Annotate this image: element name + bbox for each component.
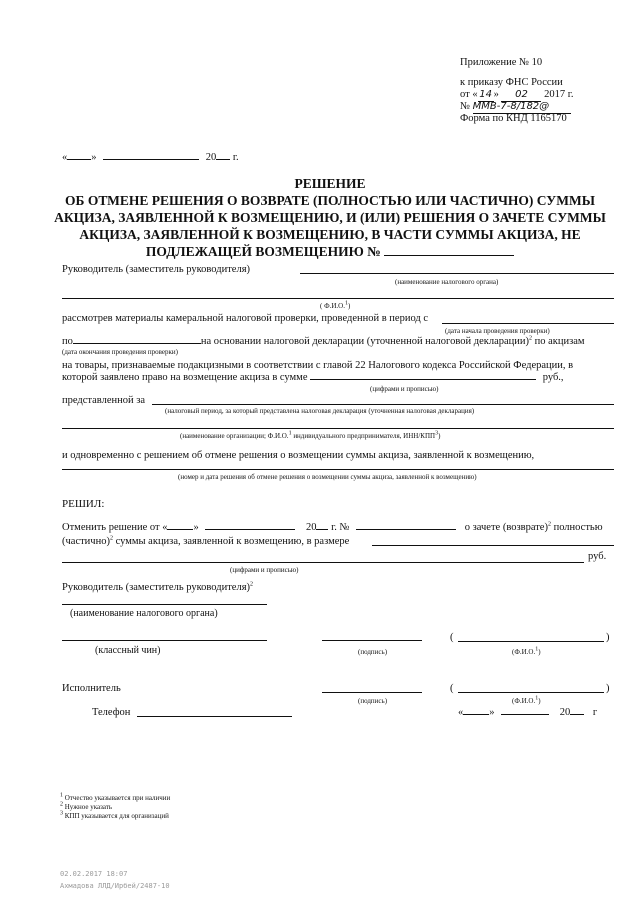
hint-amount-2: (цифрами и прописью)	[230, 566, 299, 574]
hint-decision: (номер и дата решения об отмене решения о возмещении суммы акциза, заявленной к возмещению)	[178, 473, 477, 481]
form-knd: Форма по КНД 1165170	[460, 113, 567, 124]
hint-period: (налоговый период, за который представлена налоговая декларация (уточненная налоговая декларация)	[165, 407, 475, 415]
decision-title: РЕШЕНИЕ ОБ ОТМЕНЕ РЕШЕНИЯ О ВОЗВРАТЕ (ПОЛНОСТЬЮ ИЛИ ЧАСТИЧНО) СУММЫ АКЦИЗА, ЗАЯВЛЕННОЙ К ВОЗМЕЩЕНИЮ, И (ИЛИ) РЕШЕНИЯ О ЗАЧЕТЕ СУММЫ АКЦИЗА, ЗАЯВЛЕННОЙ К ВОЗМЕЩЕНИЮ, В ЧАСТИ СУММЫ АКЦИЗА, НЕ ПОДЛЕЖАЩЕЙ ВОЗМЕЩЕНИЮ №	[54, 176, 606, 259]
simultaneous-text: и одновременно с решением об отмене решения о возмещении суммы акциза, заявленной к возмещению,	[62, 450, 535, 461]
print-stamp-date: 02.02.2017 18:07	[60, 870, 128, 878]
executor-date: « » 20 г	[458, 707, 598, 718]
presented-label: представленной за	[62, 395, 146, 406]
fio-hint-1: (Ф.И.О.$^1$)	[512, 646, 541, 656]
decided-label: РЕШИЛ:	[62, 498, 105, 510]
period-start-field[interactable]	[442, 323, 614, 324]
fio-open-2: (	[450, 683, 454, 694]
footnote-1: $^1$ Отчество указывается при наличии	[60, 792, 171, 802]
rub-label: руб.	[588, 551, 607, 562]
order-reference: к приказу ФНС России	[460, 77, 563, 88]
signature-head-label: Руководитель (заместитель руководителя)$^2$	[62, 581, 254, 593]
goods-line-1: на товары, признаваемые подакцизными в соответствии с главой 22 Налогового кодекса Российской Федерации, в	[62, 360, 574, 371]
period-end-field	[73, 343, 201, 344]
fio-close-1: )	[606, 632, 610, 643]
amount-field	[310, 379, 536, 380]
hint-amount: (цифрами и прописью)	[370, 385, 439, 393]
period-field[interactable]	[152, 404, 614, 405]
fio-hint-2: (Ф.И.О.$^1$)	[512, 695, 541, 705]
appendix-number: Приложение № 10	[460, 57, 543, 68]
hint-start-date: (дата начала проведения проверки)	[445, 327, 550, 335]
phone-label: Телефон	[92, 707, 131, 718]
order-number: № ММВ-7-8/182@	[460, 101, 571, 114]
fio-line-1[interactable]	[458, 641, 604, 642]
fio-line-2[interactable]	[458, 692, 604, 693]
partial-line: (частично)$^2$ суммы акциза, заявленной к возмещению, в размере	[62, 535, 350, 547]
signature-authority-line[interactable]	[62, 604, 267, 605]
phone-field[interactable]	[137, 716, 292, 717]
fio-open-1: (	[450, 632, 454, 643]
refund-amount-field-1[interactable]	[372, 545, 614, 546]
refund-amount-field-2[interactable]	[62, 562, 584, 563]
rank-hint: (классный чин)	[95, 645, 161, 656]
cancel-line: Отменить решение от « » 20 г. № о зачете (возврате)$^2$ полностью	[62, 521, 603, 533]
reviewed-text: рассмотрев материалы камеральной налоговой проверки, проведенной в период с	[62, 313, 429, 324]
order-date: от « 14 » 02 2017 г.	[460, 89, 574, 100]
organization-field[interactable]	[62, 428, 614, 429]
order-day: 14	[479, 89, 492, 100]
hint-tax-authority: (наименование налогового органа)	[395, 278, 499, 286]
head-label: Руководитель (заместитель руководителя)	[62, 264, 251, 275]
fio-close-2: )	[606, 683, 610, 694]
hint-fio: ( Ф.И.О.$^1$)	[320, 300, 351, 310]
hint-organization: (наименование организации; Ф.И.О.$^1$ индивидуального предпринимателя, ИНН/КПП$^3$)	[180, 430, 441, 440]
hint-end-date: (дата окончания проведения проверки)	[62, 348, 178, 356]
order-month: 02	[501, 89, 541, 102]
basis-line: по на основании налоговой декларации (уточненной налоговой декларации)$^2$ по акцизам	[62, 335, 585, 347]
footnote-3: $^3$ КПП указывается для организаций	[60, 810, 169, 820]
executor-label: Исполнитель	[62, 683, 121, 694]
rank-line[interactable]	[62, 640, 267, 641]
sign-line-1[interactable]	[322, 640, 422, 641]
fio-field[interactable]	[62, 298, 614, 299]
sign-hint-2: (подпись)	[358, 697, 388, 705]
sign-line-2[interactable]	[322, 692, 422, 693]
decision-number-field	[384, 255, 514, 256]
tax-authority-field[interactable]	[300, 273, 614, 274]
decision-date-line: « » 20 г.	[62, 152, 239, 163]
footnote-2: $^2$ Нужное указать	[60, 801, 113, 811]
sign-hint-1: (подпись)	[358, 648, 388, 656]
goods-line-2: которой заявлено право на возмещение акциза в сумме руб.,	[62, 372, 564, 383]
print-stamp-author: Ахмадова ЛЛД/Ирбей/2487-10	[60, 882, 170, 890]
signature-authority-hint: (наименование налогового органа)	[70, 608, 218, 619]
decision-ref-field[interactable]	[62, 469, 614, 470]
